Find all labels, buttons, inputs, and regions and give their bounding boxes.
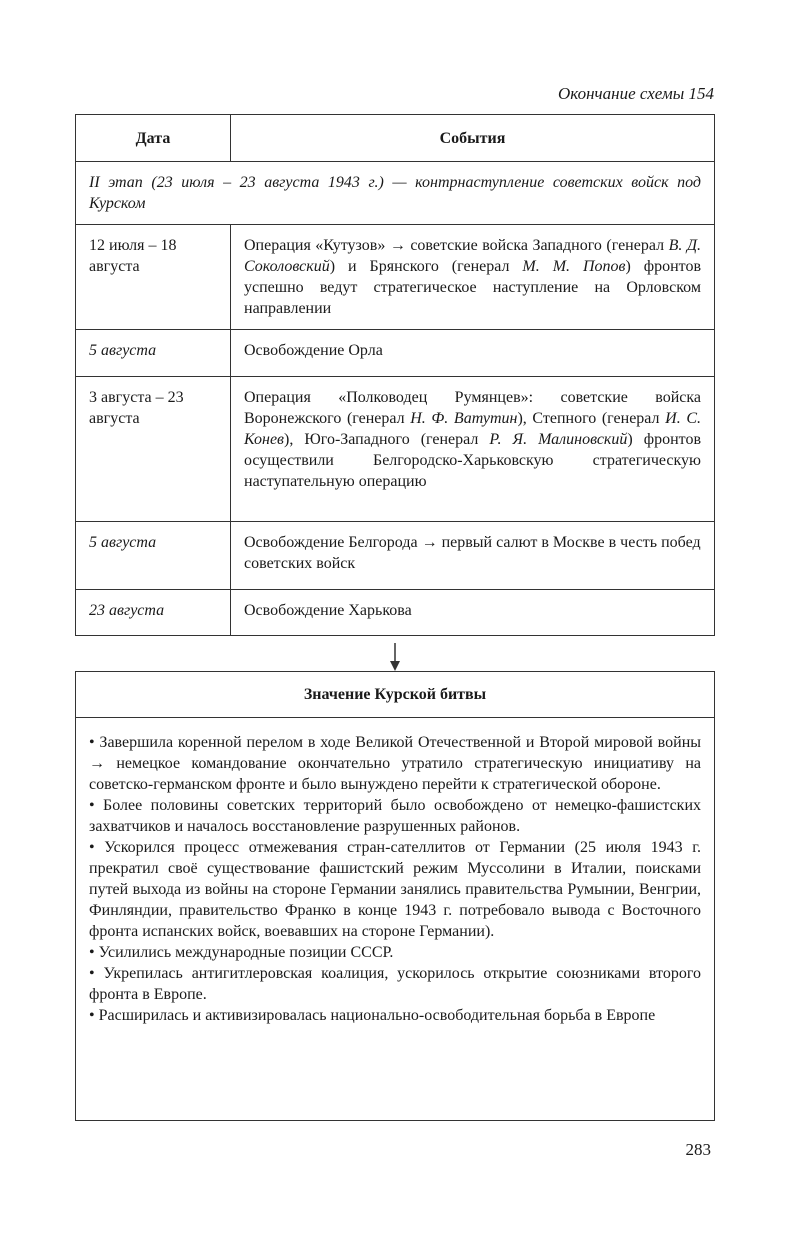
- stage-row: [76, 162, 715, 225]
- event-text: ), Юго-Западного (генерал: [284, 431, 490, 448]
- event-text: ) фронтов успешно ведут стратегическое наступление на Орловском направлении: [244, 258, 702, 317]
- event-text: Операция «Кутузов» → советские войска Западного (генерал: [244, 237, 669, 254]
- row-event: [231, 377, 715, 522]
- row-date: 5 августа: [76, 330, 231, 377]
- events-table: [75, 114, 715, 636]
- table-header-row: [76, 115, 715, 162]
- table-row: [76, 522, 715, 590]
- significance-box: [75, 671, 715, 1121]
- header-date: Дата: [76, 115, 231, 162]
- significance-list: [76, 718, 714, 1026]
- row-date: 23 августа: [76, 590, 231, 636]
- table-row: [76, 377, 715, 522]
- list-item: • Ускорился процесс отмежевания стран-сателлитов от Германии (25 июля 1943 г. прекратил своё существование фашистский режим Муссолини в Италии, поисками путей выхода из войны на стороне Германии занялись правительства Румынии, Венгрии, Финляндии, правительство Франко в конце 1943 г. потребовало вывода с Восточного фронта испанских войск, воевавших на стороне Германии).: [89, 839, 701, 940]
- row-event: Освобождение Харькова: [231, 590, 715, 636]
- list-item: • Более половины советских территорий было освобождено от немецко-фашистских захватчиков и началось восстановление разрушенных районов.: [89, 797, 701, 835]
- event-text: ) и Брянского (генерал: [329, 258, 523, 275]
- table-row: [76, 590, 715, 636]
- event-text: ), Степного (генерал: [517, 410, 666, 427]
- general-name: И. С. Конев: [244, 410, 702, 448]
- row-date: 12 июля – 18 августа: [76, 225, 231, 330]
- list-item: • Усилились международные позиции СССР.: [89, 944, 394, 961]
- row-event: Освобождение Орла: [231, 330, 715, 377]
- list-item: • Расширилась и активизировалась национально-освободительная борьба в Европе: [89, 1007, 656, 1024]
- list-item: • Завершила коренной перелом в ходе Великой Отечественной и Второй мировой войны → немецкое командование окончательно утратило стратегическую инициативу на советско-германском фронте и было вынуждено перейти к стратегической обороне.: [89, 734, 701, 793]
- header-note: Окончание схемы 154: [558, 84, 714, 103]
- general-name: В. Д. Соколовский: [244, 237, 702, 275]
- header-events: События: [231, 115, 715, 162]
- page-number: 283: [685, 1140, 711, 1159]
- down-arrow-icon: [394, 643, 396, 663]
- significance-title: Значение Курской битвы: [76, 672, 714, 718]
- general-name: Н. Ф. Ватутин: [410, 410, 518, 427]
- general-name: М. М. Попов: [522, 258, 626, 275]
- row-event: [231, 225, 715, 330]
- row-date: 5 августа: [76, 522, 231, 590]
- event-text: Операция «Полководец Румянцев»: советские войска Воронежского (генерал: [244, 389, 701, 427]
- row-event: Освобождение Белгорода → первый салют в Москве в честь побед советских войск: [231, 522, 715, 590]
- table-row: [76, 225, 715, 330]
- general-name: Р. Я. Малиновский: [489, 431, 628, 448]
- list-item: • Укрепилась антигитлеровская коалиция, ускорилось открытие союзниками второго фронта в Европе.: [89, 965, 701, 1003]
- row-date: 3 августа – 23 августа: [76, 377, 231, 522]
- event-text: ) фронтов осуществили Белгородско-Харьковскую стратегическую наступательную операцию: [244, 431, 701, 490]
- stage-title: II этап (23 июля – 23 августа 1943 г.) — контрнаступление советских войск под Курском: [76, 162, 715, 225]
- table-row: [76, 330, 715, 377]
